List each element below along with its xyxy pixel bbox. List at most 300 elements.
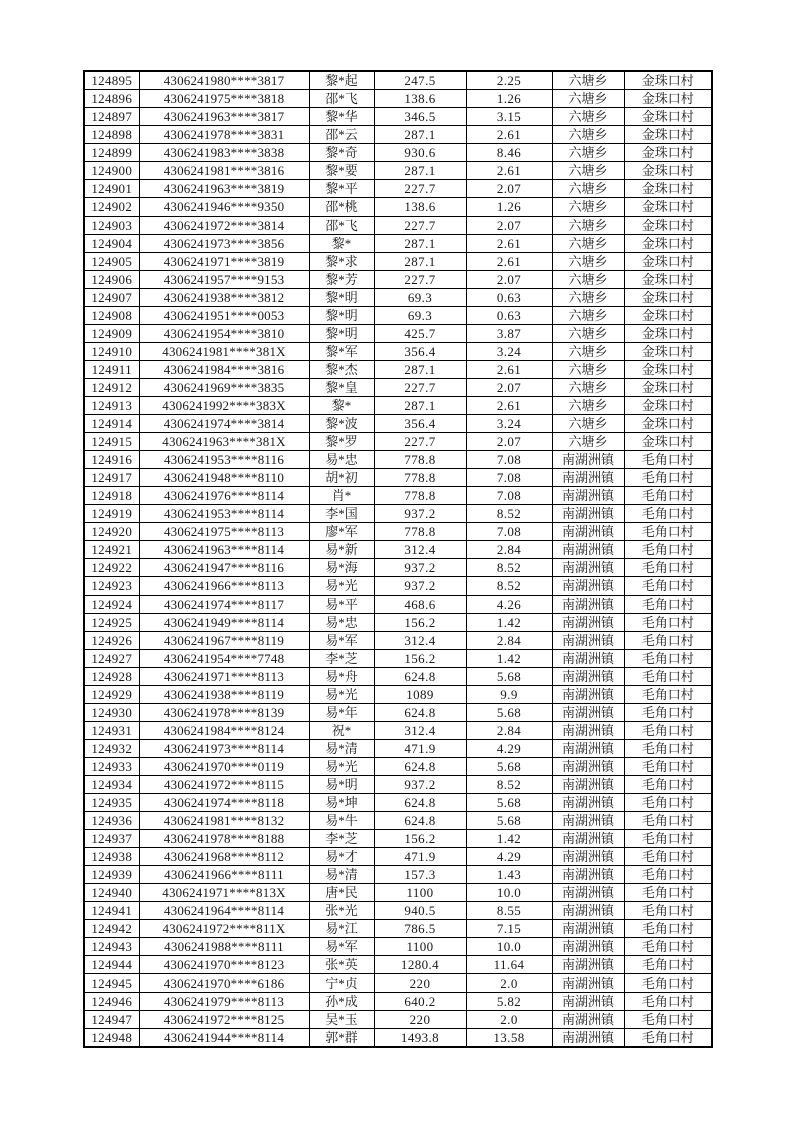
cell-amount: 287.1 [374,252,466,270]
cell-village: 毛角口村 [624,451,712,469]
table-row [84,721,712,739]
table-row [84,198,712,216]
cell-amount: 937.2 [374,577,466,595]
table-row [84,992,712,1010]
table-body [84,71,712,1047]
cell-sequence-number: 124932 [84,739,139,757]
cell-amount: 287.1 [374,234,466,252]
cell-amount: 346.5 [374,108,466,126]
cell-sequence-number: 124906 [84,270,139,288]
cell-village: 金珠口村 [624,288,712,306]
cell-masked-id-number: 4306241973****3856 [139,234,309,252]
cell-amount: 312.4 [374,541,466,559]
cell-township: 南湖洲镇 [552,487,624,505]
cell-masked-id-number: 4306241970****8123 [139,956,309,974]
cell-sequence-number: 124895 [84,71,139,90]
table-row [84,830,712,848]
cell-amount: 227.7 [374,216,466,234]
cell-amount: 157.3 [374,866,466,884]
cell-person-name: 黎*华 [309,108,374,126]
cell-amount: 312.4 [374,631,466,649]
cell-rate: 8.55 [466,902,552,920]
cell-sequence-number: 124896 [84,90,139,108]
cell-masked-id-number: 4306241963****3817 [139,108,309,126]
cell-amount: 940.5 [374,902,466,920]
table-row [84,505,712,523]
cell-township: 六塘乡 [552,90,624,108]
cell-rate: 7.08 [466,451,552,469]
cell-person-name: 黎*明 [309,324,374,342]
table-row [84,396,712,414]
cell-person-name: 黎*芳 [309,270,374,288]
cell-township: 南湖洲镇 [552,812,624,830]
table-row [84,739,712,757]
cell-village: 金珠口村 [624,433,712,451]
cell-sequence-number: 124946 [84,992,139,1010]
cell-rate: 2.84 [466,721,552,739]
cell-village: 金珠口村 [624,324,712,342]
cell-amount: 227.7 [374,433,466,451]
cell-person-name: 易*牛 [309,812,374,830]
cell-village: 毛角口村 [624,920,712,938]
cell-masked-id-number: 4306241972****3814 [139,216,309,234]
cell-person-name: 黎*罗 [309,433,374,451]
cell-person-name: 易*平 [309,595,374,613]
cell-township: 六塘乡 [552,162,624,180]
cell-rate: 10.0 [466,938,552,956]
cell-person-name: 易*年 [309,703,374,721]
cell-township: 六塘乡 [552,306,624,324]
cell-sequence-number: 124908 [84,306,139,324]
cell-amount: 227.7 [374,180,466,198]
table-row [84,577,712,595]
cell-amount: 247.5 [374,71,466,90]
cell-amount: 156.2 [374,649,466,667]
cell-person-name: 易*新 [309,541,374,559]
cell-village: 毛角口村 [624,1010,712,1028]
cell-township: 南湖洲镇 [552,631,624,649]
cell-township: 南湖洲镇 [552,505,624,523]
table-row [84,378,712,396]
table-row [84,234,712,252]
cell-rate: 8.52 [466,577,552,595]
table-row [84,360,712,378]
cell-rate: 2.84 [466,631,552,649]
cell-sequence-number: 124913 [84,396,139,414]
cell-person-name: 易*坤 [309,794,374,812]
cell-masked-id-number: 4306241944****8114 [139,1028,309,1047]
cell-rate: 8.52 [466,559,552,577]
cell-sequence-number: 124934 [84,775,139,793]
cell-masked-id-number: 4306241981****381X [139,342,309,360]
cell-rate: 8.52 [466,775,552,793]
cell-village: 金珠口村 [624,270,712,288]
cell-township: 南湖洲镇 [552,451,624,469]
cell-rate: 1.42 [466,830,552,848]
cell-amount: 624.8 [374,703,466,721]
cell-rate: 5.68 [466,812,552,830]
cell-township: 南湖洲镇 [552,920,624,938]
cell-village: 毛角口村 [624,757,712,775]
cell-amount: 138.6 [374,198,466,216]
cell-amount: 471.9 [374,739,466,757]
cell-rate: 0.63 [466,288,552,306]
cell-amount: 624.8 [374,812,466,830]
cell-village: 金珠口村 [624,71,712,90]
cell-sequence-number: 124929 [84,685,139,703]
cell-masked-id-number: 4306241946****9350 [139,198,309,216]
cell-rate: 1.26 [466,198,552,216]
cell-person-name: 黎*要 [309,162,374,180]
cell-amount: 786.5 [374,920,466,938]
cell-person-name: 黎*皇 [309,378,374,396]
table-row [84,71,712,90]
cell-township: 南湖洲镇 [552,667,624,685]
cell-sequence-number: 124903 [84,216,139,234]
cell-rate: 13.58 [466,1028,552,1047]
cell-masked-id-number: 4306241983****3838 [139,144,309,162]
cell-person-name: 易*才 [309,848,374,866]
cell-amount: 937.2 [374,559,466,577]
cell-person-name: 易*明 [309,775,374,793]
table-row [84,252,712,270]
cell-person-name: 黎*波 [309,415,374,433]
cell-village: 毛角口村 [624,866,712,884]
cell-village: 毛角口村 [624,794,712,812]
cell-amount: 220 [374,1010,466,1028]
cell-person-name: 易*忠 [309,613,374,631]
table-row [84,523,712,541]
cell-person-name: 黎* [309,396,374,414]
cell-township: 六塘乡 [552,433,624,451]
cell-village: 毛角口村 [624,667,712,685]
cell-rate: 1.26 [466,90,552,108]
table-row [84,884,712,902]
table-row [84,342,712,360]
cell-masked-id-number: 4306241974****8117 [139,595,309,613]
cell-village: 金珠口村 [624,360,712,378]
cell-rate: 5.68 [466,703,552,721]
cell-rate: 2.07 [466,378,552,396]
cell-village: 金珠口村 [624,198,712,216]
cell-masked-id-number: 4306241992****383X [139,396,309,414]
cell-rate: 2.61 [466,234,552,252]
cell-person-name: 吴*玉 [309,1010,374,1028]
cell-village: 毛角口村 [624,703,712,721]
cell-sequence-number: 124927 [84,649,139,667]
cell-amount: 156.2 [374,830,466,848]
cell-sequence-number: 124897 [84,108,139,126]
cell-amount: 287.1 [374,126,466,144]
cell-village: 金珠口村 [624,396,712,414]
cell-township: 南湖洲镇 [552,685,624,703]
cell-village: 毛角口村 [624,992,712,1010]
cell-masked-id-number: 4306241975****3818 [139,90,309,108]
cell-village: 金珠口村 [624,90,712,108]
table-row [84,288,712,306]
cell-amount: 930.6 [374,144,466,162]
cell-person-name: 李*芝 [309,830,374,848]
cell-person-name: 易*海 [309,559,374,577]
cell-masked-id-number: 4306241973****8114 [139,739,309,757]
cell-township: 南湖洲镇 [552,739,624,757]
table-row [84,559,712,577]
cell-person-name: 祝* [309,721,374,739]
cell-sequence-number: 124947 [84,1010,139,1028]
cell-sequence-number: 124937 [84,830,139,848]
cell-sequence-number: 124925 [84,613,139,631]
cell-masked-id-number: 4306241953****8116 [139,451,309,469]
cell-masked-id-number: 4306241949****8114 [139,613,309,631]
cell-masked-id-number: 4306241963****381X [139,433,309,451]
cell-sequence-number: 124944 [84,956,139,974]
cell-township: 南湖洲镇 [552,595,624,613]
beneficiary-roster-table [83,70,713,1048]
cell-sequence-number: 124940 [84,884,139,902]
cell-village: 金珠口村 [624,216,712,234]
cell-amount: 624.8 [374,667,466,685]
cell-rate: 2.61 [466,396,552,414]
cell-rate: 2.61 [466,360,552,378]
cell-village: 毛角口村 [624,613,712,631]
cell-sequence-number: 124928 [84,667,139,685]
cell-masked-id-number: 4306241963****3819 [139,180,309,198]
cell-township: 六塘乡 [552,360,624,378]
cell-sequence-number: 124916 [84,451,139,469]
cell-amount: 356.4 [374,415,466,433]
cell-village: 毛角口村 [624,812,712,830]
cell-amount: 471.9 [374,848,466,866]
cell-masked-id-number: 4306241948****8110 [139,469,309,487]
table-row [84,306,712,324]
cell-township: 南湖洲镇 [552,649,624,667]
cell-village: 毛角口村 [624,956,712,974]
cell-masked-id-number: 4306241957****9153 [139,270,309,288]
cell-rate: 3.24 [466,415,552,433]
cell-sequence-number: 124909 [84,324,139,342]
table-row [84,866,712,884]
cell-sequence-number: 124922 [84,559,139,577]
cell-amount: 778.8 [374,487,466,505]
cell-village: 毛角口村 [624,902,712,920]
cell-amount: 425.7 [374,324,466,342]
table-row [84,920,712,938]
cell-township: 南湖洲镇 [552,902,624,920]
cell-rate: 2.61 [466,126,552,144]
cell-person-name: 肖* [309,487,374,505]
table-row [84,667,712,685]
cell-amount: 468.6 [374,595,466,613]
cell-amount: 138.6 [374,90,466,108]
cell-village: 毛角口村 [624,559,712,577]
cell-amount: 640.2 [374,992,466,1010]
cell-rate: 2.07 [466,433,552,451]
cell-sequence-number: 124936 [84,812,139,830]
cell-person-name: 黎*奇 [309,144,374,162]
cell-amount: 1100 [374,938,466,956]
cell-township: 南湖洲镇 [552,703,624,721]
cell-rate: 3.15 [466,108,552,126]
cell-sequence-number: 124920 [84,523,139,541]
cell-township: 南湖洲镇 [552,938,624,956]
cell-person-name: 张*光 [309,902,374,920]
cell-person-name: 易*光 [309,685,374,703]
cell-person-name: 邵*飞 [309,216,374,234]
cell-township: 南湖洲镇 [552,541,624,559]
cell-person-name: 邵*飞 [309,90,374,108]
cell-village: 金珠口村 [624,126,712,144]
cell-village: 金珠口村 [624,342,712,360]
table-row [84,1010,712,1028]
cell-sequence-number: 124904 [84,234,139,252]
cell-amount: 624.8 [374,794,466,812]
cell-amount: 937.2 [374,775,466,793]
cell-masked-id-number: 4306241975****8113 [139,523,309,541]
cell-rate: 7.08 [466,523,552,541]
cell-sequence-number: 124933 [84,757,139,775]
cell-rate: 2.07 [466,216,552,234]
cell-masked-id-number: 4306241971****813X [139,884,309,902]
cell-masked-id-number: 4306241938****8119 [139,685,309,703]
cell-sequence-number: 124943 [84,938,139,956]
cell-township: 六塘乡 [552,198,624,216]
cell-person-name: 孙*成 [309,992,374,1010]
cell-amount: 156.2 [374,613,466,631]
cell-township: 南湖洲镇 [552,523,624,541]
table-row [84,757,712,775]
cell-masked-id-number: 4306241981****3816 [139,162,309,180]
cell-rate: 7.08 [466,469,552,487]
cell-person-name: 李*芝 [309,649,374,667]
cell-village: 毛角口村 [624,848,712,866]
cell-masked-id-number: 4306241971****8113 [139,667,309,685]
cell-village: 毛角口村 [624,721,712,739]
cell-amount: 624.8 [374,757,466,775]
cell-township: 南湖洲镇 [552,866,624,884]
cell-person-name: 易*舟 [309,667,374,685]
cell-village: 毛角口村 [624,830,712,848]
cell-person-name: 黎*军 [309,342,374,360]
cell-amount: 937.2 [374,505,466,523]
cell-masked-id-number: 4306241970****6186 [139,974,309,992]
cell-masked-id-number: 4306241938****3812 [139,288,309,306]
cell-village: 毛角口村 [624,974,712,992]
cell-rate: 5.68 [466,667,552,685]
cell-village: 金珠口村 [624,144,712,162]
cell-amount: 287.1 [374,396,466,414]
cell-masked-id-number: 4306241964****8114 [139,902,309,920]
cell-sequence-number: 124911 [84,360,139,378]
table-row [84,126,712,144]
cell-township: 南湖洲镇 [552,956,624,974]
cell-masked-id-number: 4306241978****8139 [139,703,309,721]
cell-masked-id-number: 4306241974****8118 [139,794,309,812]
cell-township: 南湖洲镇 [552,992,624,1010]
cell-sequence-number: 124948 [84,1028,139,1047]
cell-township: 南湖洲镇 [552,577,624,595]
table-row [84,631,712,649]
cell-sequence-number: 124899 [84,144,139,162]
cell-masked-id-number: 4306241968****8112 [139,848,309,866]
table-row [84,433,712,451]
cell-sequence-number: 124898 [84,126,139,144]
cell-sequence-number: 124923 [84,577,139,595]
cell-masked-id-number: 4306241972****8115 [139,775,309,793]
cell-township: 南湖洲镇 [552,469,624,487]
cell-sequence-number: 124926 [84,631,139,649]
cell-township: 南湖洲镇 [552,884,624,902]
table-row [84,775,712,793]
table-row [84,1028,712,1047]
cell-township: 六塘乡 [552,378,624,396]
cell-rate: 1.42 [466,613,552,631]
cell-township: 六塘乡 [552,71,624,90]
cell-person-name: 易*清 [309,866,374,884]
cell-rate: 2.0 [466,1010,552,1028]
cell-amount: 69.3 [374,288,466,306]
cell-person-name: 黎* [309,234,374,252]
cell-village: 金珠口村 [624,415,712,433]
cell-township: 南湖洲镇 [552,1010,624,1028]
cell-village: 毛角口村 [624,739,712,757]
cell-masked-id-number: 4306241972****811X [139,920,309,938]
cell-masked-id-number: 4306241971****3819 [139,252,309,270]
cell-amount: 1280.4 [374,956,466,974]
cell-person-name: 黎*明 [309,288,374,306]
cell-rate: 7.08 [466,487,552,505]
cell-township: 南湖洲镇 [552,775,624,793]
table-row [84,162,712,180]
cell-township: 六塘乡 [552,126,624,144]
cell-sequence-number: 124914 [84,415,139,433]
cell-amount: 1493.8 [374,1028,466,1047]
cell-sequence-number: 124900 [84,162,139,180]
cell-masked-id-number: 4306241969****3835 [139,378,309,396]
cell-sequence-number: 124901 [84,180,139,198]
cell-person-name: 黎*平 [309,180,374,198]
cell-rate: 4.29 [466,848,552,866]
table-row [84,685,712,703]
cell-village: 毛角口村 [624,1028,712,1047]
cell-person-name: 廖*军 [309,523,374,541]
cell-rate: 5.82 [466,992,552,1010]
cell-township: 南湖洲镇 [552,613,624,631]
cell-person-name: 易*忠 [309,451,374,469]
cell-masked-id-number: 4306241978****8188 [139,830,309,848]
cell-amount: 220 [374,974,466,992]
cell-rate: 3.24 [466,342,552,360]
cell-village: 毛角口村 [624,938,712,956]
cell-person-name: 黎*起 [309,71,374,90]
table-row [84,487,712,505]
cell-village: 毛角口村 [624,505,712,523]
cell-township: 六塘乡 [552,108,624,126]
cell-rate: 11.64 [466,956,552,974]
cell-amount: 227.7 [374,378,466,396]
cell-rate: 1.42 [466,649,552,667]
table-row [84,649,712,667]
cell-village: 金珠口村 [624,180,712,198]
cell-masked-id-number: 4306241951****0053 [139,306,309,324]
cell-sequence-number: 124905 [84,252,139,270]
cell-rate: 5.68 [466,757,552,775]
table-row [84,108,712,126]
table-row [84,451,712,469]
cell-rate: 2.84 [466,541,552,559]
cell-masked-id-number: 4306241980****3817 [139,71,309,90]
cell-masked-id-number: 4306241966****8113 [139,577,309,595]
cell-masked-id-number: 4306241976****8114 [139,487,309,505]
